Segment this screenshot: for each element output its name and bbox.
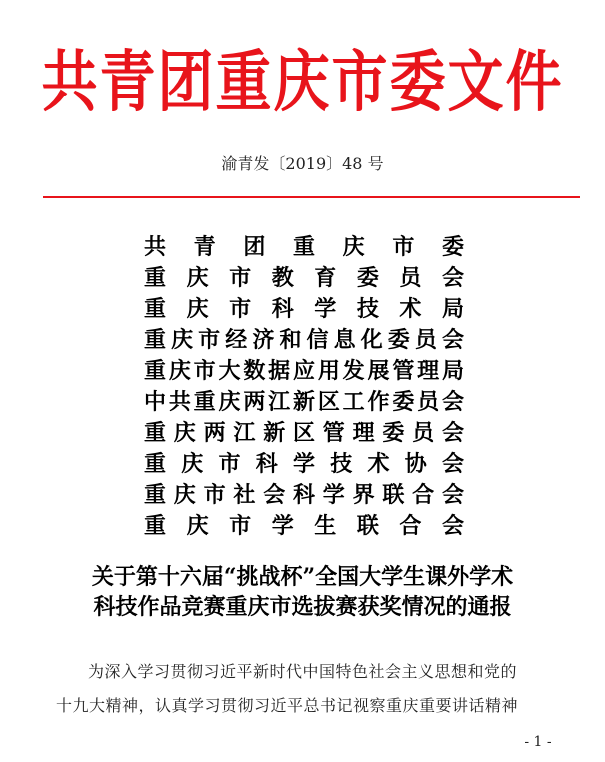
masthead-title: 共青团重庆市委文件 (41, 44, 564, 122)
body-paragraph-line-2: 十九大精神，认真学习贯彻习近平总书记视察重庆重要讲话精神 (56, 696, 519, 715)
title-line-2: 科技作品竞赛重庆市选拔赛获奖情况的通报 (93, 594, 512, 620)
body-paragraph-line-1: 为深入学习贯彻习近平新时代中国特色社会主义思想和党的 (88, 662, 518, 681)
issuer-name: 重庆市科学技术局 (144, 296, 464, 322)
issuer-name: 重庆市社会科学界联合会 (144, 482, 464, 508)
page-number: - 1 - (524, 734, 552, 750)
issuer-name: 中共重庆两江新区工作委员会 (144, 389, 464, 415)
issuer-name: 共青团重庆市委 (144, 234, 464, 260)
issuer-list (144, 232, 464, 542)
issuer-name: 重庆市大数据应用发展管理局 (144, 358, 464, 384)
body-text (56, 655, 560, 723)
issuer-name: 重庆市学生联合会 (144, 513, 464, 539)
issuer-name: 重庆两江新区管理委员会 (144, 420, 464, 446)
title-line-1: 关于第十六届“挑战杯”全国大学生课外学术 (91, 564, 514, 590)
document-number: 渝青发〔2019〕48 号 (221, 154, 384, 173)
document-title (0, 562, 605, 622)
issuer-name: 重庆市科学技术协会 (144, 451, 464, 477)
issuer-name: 重庆市经济和信息化委员会 (144, 327, 464, 353)
red-divider-line (43, 196, 580, 198)
issuer-name: 重庆市教育委员会 (144, 265, 464, 291)
